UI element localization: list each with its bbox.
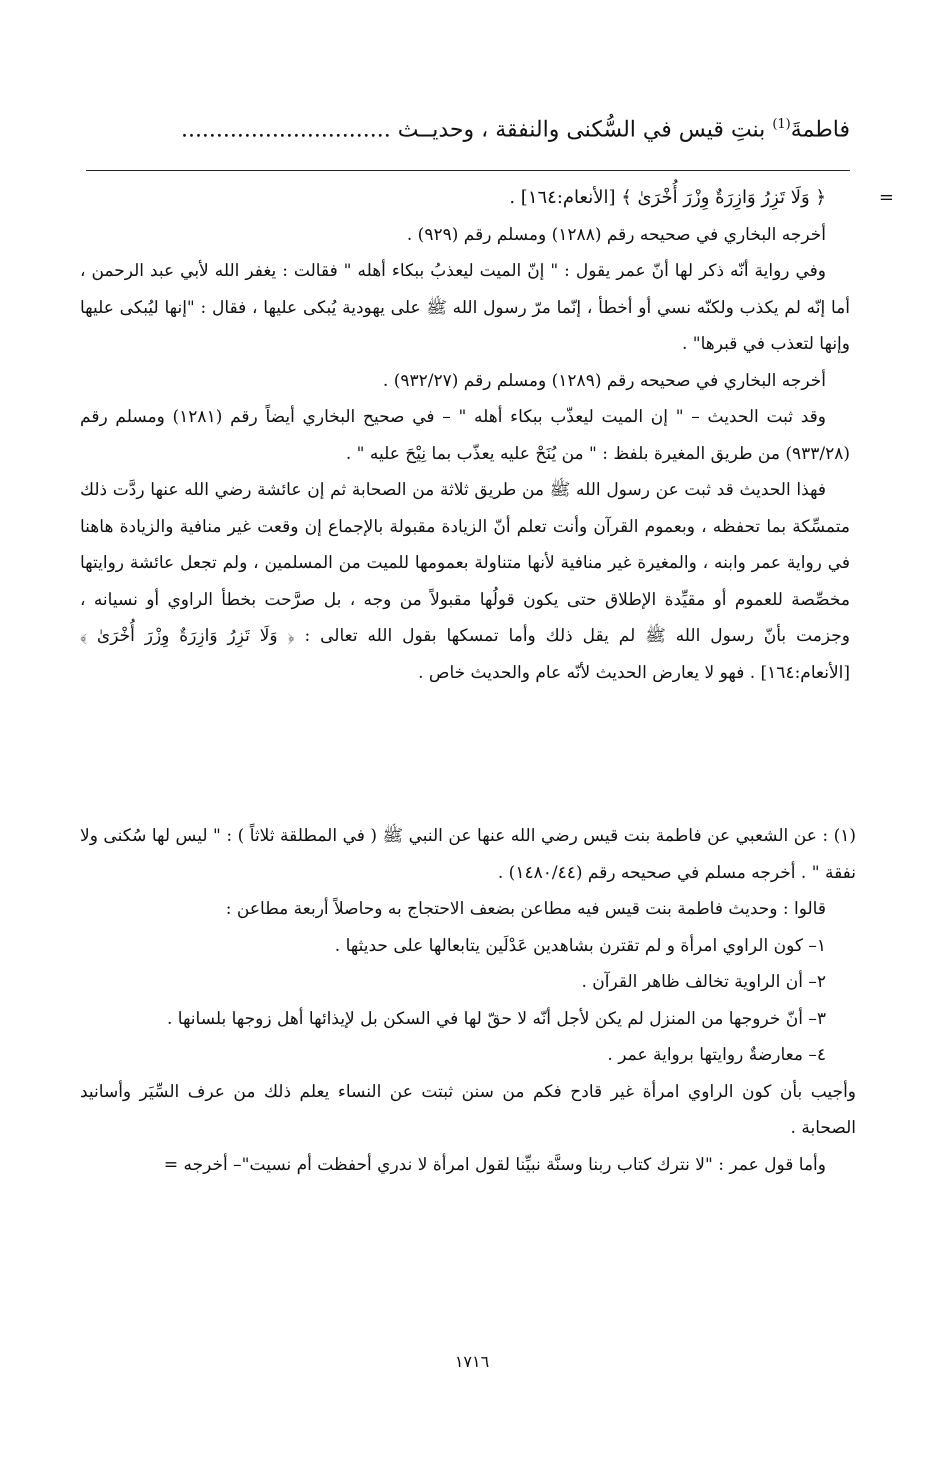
paragraph-3: أخرجه البخاري في صحيحه رقم (١٢٨٩) ومسلم رقم (٩٣٢/٢٧) . xyxy=(382,370,826,391)
footnote-item-1: ١– كون الراوي امرأة و لم تقترن بشاهدين عَدْلَين يتابعالها على حديثها . xyxy=(334,935,826,956)
quran-verse-text: ﴿ وَلَا تَزِرُ وَازِرَةٌ وِزْرَ أُخْرَىٰ ﴾ [الأنعام:١٦٤] . xyxy=(509,187,826,208)
footnote-intro: (١) : عن الشعبي عن فاطمة بنت قيس رضي الله عنها عن النبي ﷺ ( في المطلقة ثلاثاً ) : " ليس لها سُكنى ولا نفقة " . أخرجه مسلم في صحيحه رقم (١٤٨٠/٤٤) . xyxy=(80,826,856,883)
header-rule xyxy=(86,170,850,171)
paragraph-4: وقد ثبت الحديث – " إن الميت ليعذّب ببكاء أهله " – في صحيح البخاري أيضاً رقم (١٢٨١) ومسلم رقم (٩٣٣/٢٨) من طريق المغيرة بلفظ : " من يُنَحْ عليه يعذّب بما نِيْحَ عليه " . xyxy=(80,407,850,464)
paragraph-5: فهذا الحديث قد ثبت عن رسول الله ﷺ من طريق ثلاثة من الصحابة ثم إن عائشة رضي الله عنها ردَّت ذلك متمسِّكة بما تحفظه ، وبعموم القرآن وأنت تعلم أنّ الزيادة مقبولة بالإجماع إن وقعت غير منافية والزيادة هاهنا في رواية عمر وابنه ، والمغيرة غير منافية لأنها متناولة بعمومها للميت من المسلمين ، ولم تجعل عائشة روايتها مخصِّصة للعموم أو مقيِّدة الإطلاق حتى يكون قولُها مقبولاً من وجه ، بل صرَّحت بخطأ الراوي أو نسيانه ، وجزمت بأنّ رسول الله ﷺ لم يقل ذلك وأما تمسكها بقول الله تعالى : ﴿ وَلَا تَزِرُ وَازِرَةٌ وِزْرَ أُخْرَىٰ ﴾ [الأنعام:١٦٤] . فهو لا يعارض الحديث لأنّه عام والحديث خاص . xyxy=(80,480,851,683)
footnote-lead: قالوا : وحديث فاطمة بنت قيس فيه مطاعن بضعف الاحتجاج به وحاصلاً أربعة مطاعن : xyxy=(225,899,826,919)
paragraph-1: أخرجه البخاري في صحيحه رقم (١٢٨٨) ومسلم رقم (٩٢٩) . xyxy=(406,224,826,245)
header-title-rest: بنتِ قيس في السُّكنى والنفقة ، وحديــث .............................. xyxy=(180,117,766,143)
footnote-last-line: وأما قول عمر : "لا نترك كتاب ربنا وسنَّة نبيِّنا لقول امرأة لا ندري أحفظت أم نسيت"– أخرجه = xyxy=(163,1154,826,1175)
footnote-item-4: ٤– معارضةٌ روايتها برواية عمر . xyxy=(607,1045,826,1065)
footnote-block xyxy=(80,818,856,1183)
footnote-item-3: ٣– أنّ خروجها من المنزل لم يكن لأجل أنّه لا حقّ لها في السكن بل لإيذائها أهل زوجها بلسانها . xyxy=(166,1008,826,1029)
page-number: ١٧١٦ xyxy=(454,1352,490,1371)
header-title-prefix: فاطمةَ xyxy=(790,117,850,143)
running-header xyxy=(86,108,850,147)
footnote-reply: وأجيب بأن كون الراوي امرأة غير قادح فكم من سنن ثبتت عن النساء يعلم ذلك من عرف السِّيَر وأسانيد الصحابة . xyxy=(80,1081,856,1138)
paragraph-2: وفي رواية أنّه ذكر لها أنّ عمر يقول : " إنّ الميت ليعذبُ ببكاء أهله " فقالت : يغفر الله لأبي عبد الرحمن ، أما إنّه لم يكذب ولكنّه نسي أو أخطأ ، إنّما مرّ رسول الله ﷺ على يهودية يُبكى عليها ، فقال : "إنها ليُبكى عليها وإنها لتعذب في قبرها" . xyxy=(80,261,850,354)
footnote-item-2: ٢– أن الراوية تخالف ظاهر القرآن . xyxy=(581,972,826,992)
continuation-mark: = xyxy=(878,187,894,208)
main-text xyxy=(80,180,894,691)
footnote-marker: (1) xyxy=(772,117,791,132)
quran-verse-line xyxy=(80,180,894,217)
